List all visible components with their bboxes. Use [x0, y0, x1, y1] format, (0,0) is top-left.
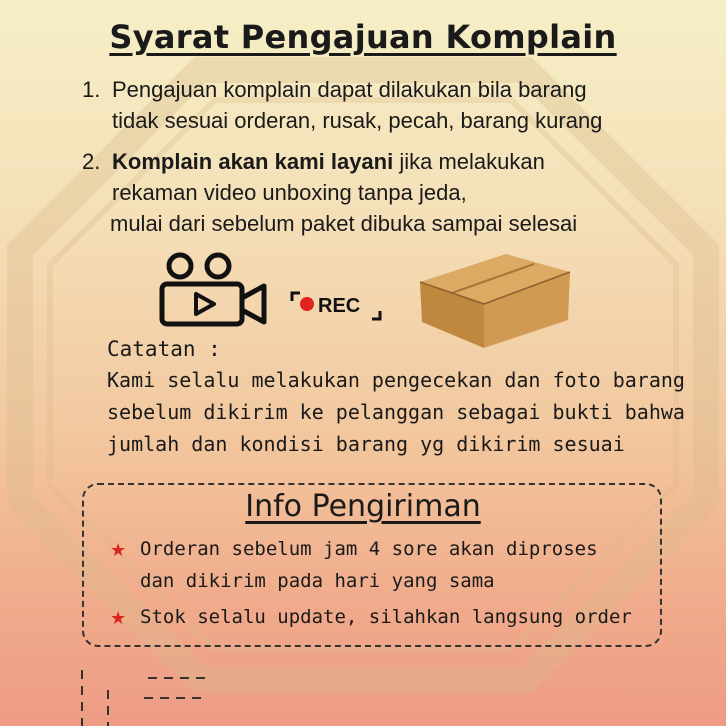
note-line: sebelum dikirim ke pelanggan sebagai bukti bahwa [107, 400, 685, 424]
rule-item-2 [82, 146, 702, 239]
video-camera-icon [158, 252, 270, 328]
rule-text-line: tidak sesuai orderan, rusak, pecah, barang kurang [112, 108, 603, 133]
info-item-line: Stok selalu update, silahkan langsung order [140, 606, 632, 628]
star-bullet-icon: ★ [110, 540, 127, 561]
star-bullet-icon: ★ [110, 608, 127, 629]
partial-dashed-frame [78, 660, 218, 726]
rule-text-line: rekaman video unboxing tanpa jeda, [112, 180, 467, 205]
cardboard-box-icon [414, 248, 574, 352]
page-title: Syarat Pengajuan Komplain [109, 18, 617, 56]
rule-text-line: Pengajuan komplain dapat dilakukan bila barang [112, 77, 587, 102]
info-item-line: Orderan sebelum jam 4 sore akan diproses [140, 538, 598, 560]
rec-label: REC [318, 295, 361, 317]
rule-number: 2. [82, 149, 101, 174]
rule-number: 1. [82, 77, 101, 102]
rule-text-line: jika melakukan [393, 149, 545, 174]
info-title: Info Pengiriman [245, 489, 481, 524]
rec-indicator-icon [288, 289, 384, 321]
note-label: Catatan : [107, 337, 221, 361]
rule-item-1 [82, 74, 702, 136]
rule-text-line: mulai dari sebelum paket dibuka sampai selesai [110, 211, 578, 236]
note-line: jumlah dan kondisi barang yg dikirim sesuai [107, 432, 625, 456]
note-line: Kami selalu melakukan pengecekan dan foto barang [107, 368, 685, 392]
rule-bold-lead: Komplain akan kami layani [112, 149, 394, 174]
info-item-line: dan dikirim pada hari yang sama [140, 570, 495, 592]
